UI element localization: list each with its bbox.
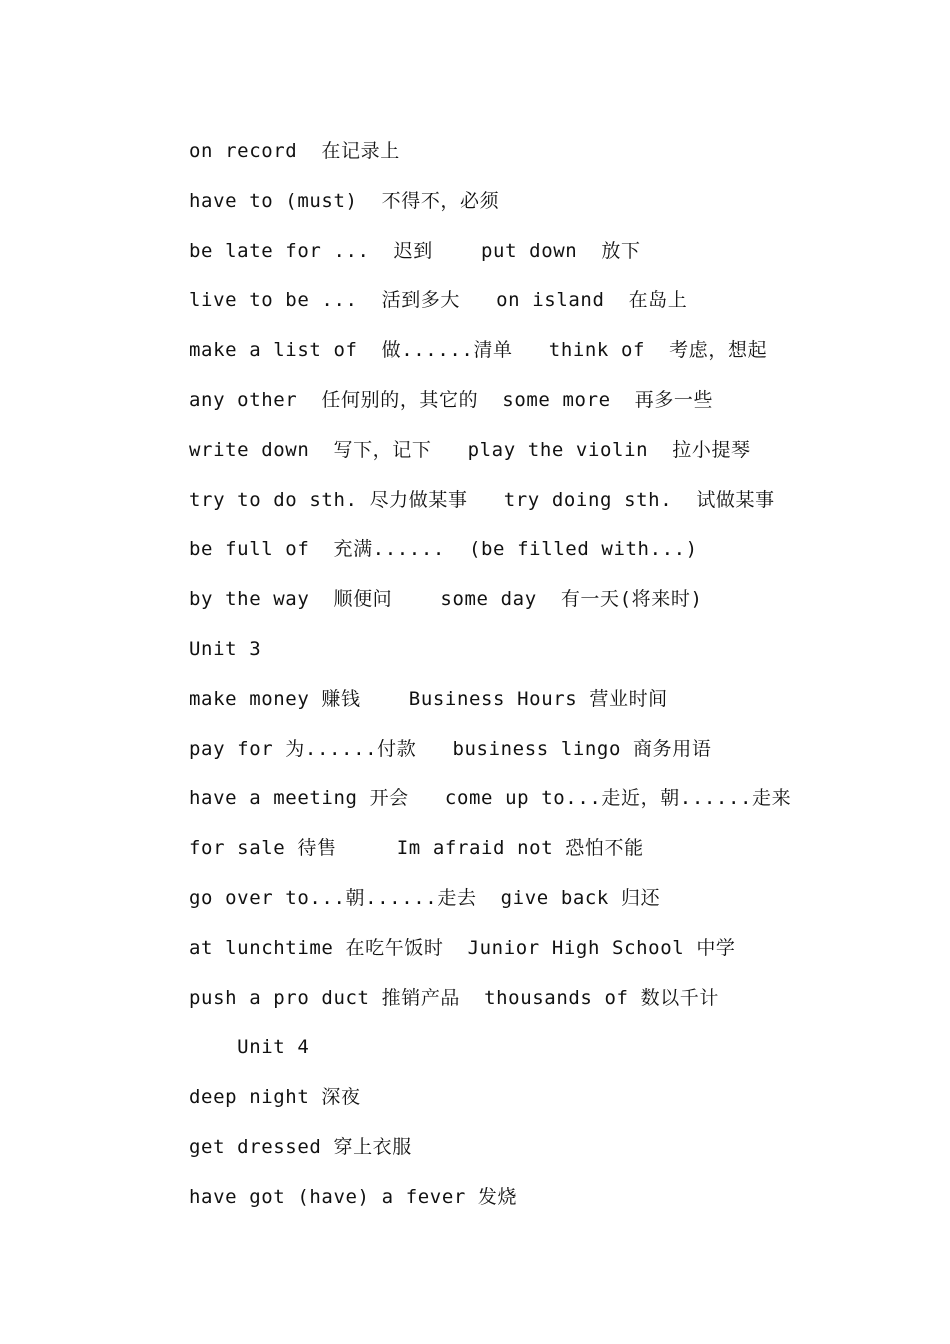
text-line: on record 在记录上 [189, 140, 400, 162]
text-line: go over to...朝......走去 give back 归还 [189, 886, 661, 909]
text-line: deep night 深夜 [189, 1086, 361, 1109]
text-line: have got (have) a fever 发烧 [189, 1185, 518, 1208]
text-line: try to do sth. 尽力做某事 try doing sth. 试做某事 [189, 488, 775, 511]
unit-heading: Unit 3 [189, 637, 262, 660]
text-line: at lunchtime 在吃午饭时 Junior High School 中学 [189, 936, 736, 959]
text-line: make a list of 做......清单 think of 考虑，想起 [189, 339, 768, 362]
text-line: push a pro duct 推销产品 thousands of 数以千计 [189, 986, 720, 1009]
text-line: pay for 为......付款 business lingo 商务用语 [189, 737, 712, 760]
text-line: have a meeting 开会 come up to...走近，朝......走来 [189, 787, 792, 810]
vocabulary-list [189, 136, 909, 1232]
text-line: by the way 顺便问 some day 有一天(将来时) [189, 588, 703, 611]
text-line: write down 写下，记下 play the violin 拉小提琴 [189, 438, 751, 461]
text-line: get dressed 穿上衣服 [189, 1135, 412, 1158]
text-line: be late for ... 迟到 put down 放下 [189, 239, 641, 262]
text-line: be full of 充满...... (be filled with...) [189, 538, 698, 561]
text-line: have to (must) 不得不，必须 [189, 189, 500, 212]
text-line: live to be ... 活到多大 on island 在岛上 [189, 289, 688, 312]
unit-heading: Unit 4 [189, 1036, 310, 1059]
text-line: make money 赚钱 Business Hours 营业时间 [189, 687, 668, 710]
text-line: any other 任何别的，其它的 some more 再多一些 [189, 388, 714, 411]
text-line: for sale 待售 Im afraid not 恐怕不能 [189, 837, 644, 860]
